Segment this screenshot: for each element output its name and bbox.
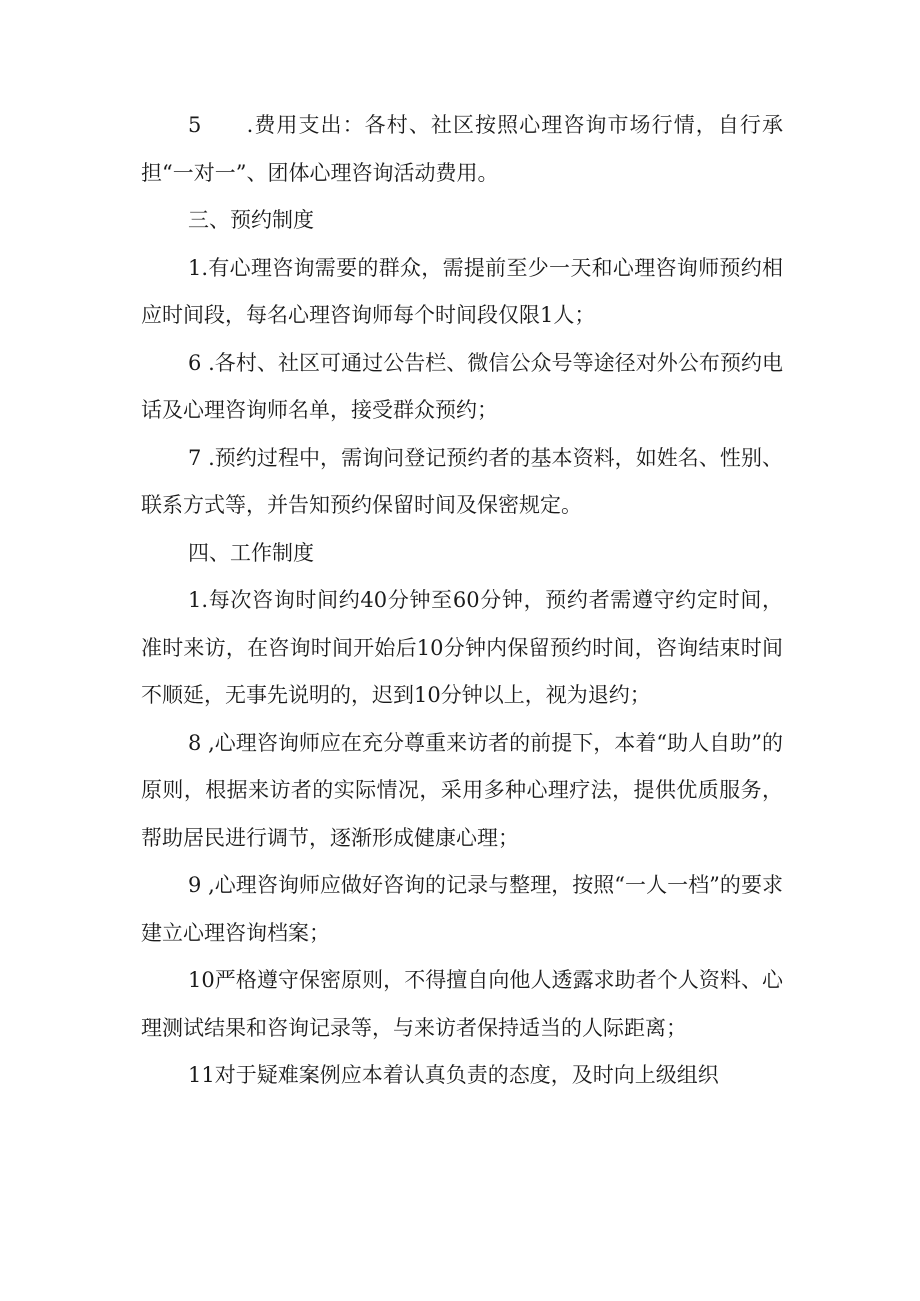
paragraph-work-9: 9 ,心理咨询师应做好咨询的记录与整理，按照“一人一档”的要求建立心理咨询档案；	[141, 873, 783, 945]
paragraph-work-1: 1.每次咨询时间约40分钟至60分钟，预约者需遵守约定时间，准时来访，在咨询时间开始后10分钟内保留预约时间，咨询结束时间不顺延，无事先说明的，迟到10分钟以上，视为退约；	[141, 588, 783, 707]
section-heading-work: 四、工作制度	[188, 540, 314, 565]
paragraph-work-8: 8 ,心理咨询师应在充分尊重来访者的前提下，本着“助人自助”的原则，根据来访者的实际情况，采用多种心理疗法，提供优质服务，帮助居民进行调节，逐渐形成健康心理；	[141, 730, 783, 850]
paragraph-booking-6: 6 .各村、社区可通过公告栏、微信公众号等途径对外公布预约电话及心理咨询师名单，接受群众预约；	[141, 350, 783, 422]
paragraph-booking-7: 7 .预约过程中，需询问登记预约者的基本资料，如姓名、性别、联系方式等，并告知预约保留时间及保密规定。	[141, 445, 783, 517]
paragraph-work-11: 11对于疑难案例应本着认真负责的态度，及时向上级组织	[188, 1063, 719, 1087]
section-heading-booking: 三、预约制度	[188, 208, 314, 232]
paragraph-expense: 5 .费用支出：各村、社区按照心理咨询市场行情，自行承担“一对一”、团体心理咨询活动费用。	[141, 113, 783, 185]
document-body	[141, 102, 783, 1100]
paragraph-booking-1: 1.有心理咨询需要的群众，需提前至少一天和心理咨询师预约相应时间段，每名心理咨询师每个时间段仅限1人；	[141, 255, 783, 327]
paragraph-work-10: 10严格遵守保密原则，不得擅自向他人透露求助者个人资料、心理测试结果和咨询记录等，与来访者保持适当的人际距离；	[141, 968, 783, 1040]
